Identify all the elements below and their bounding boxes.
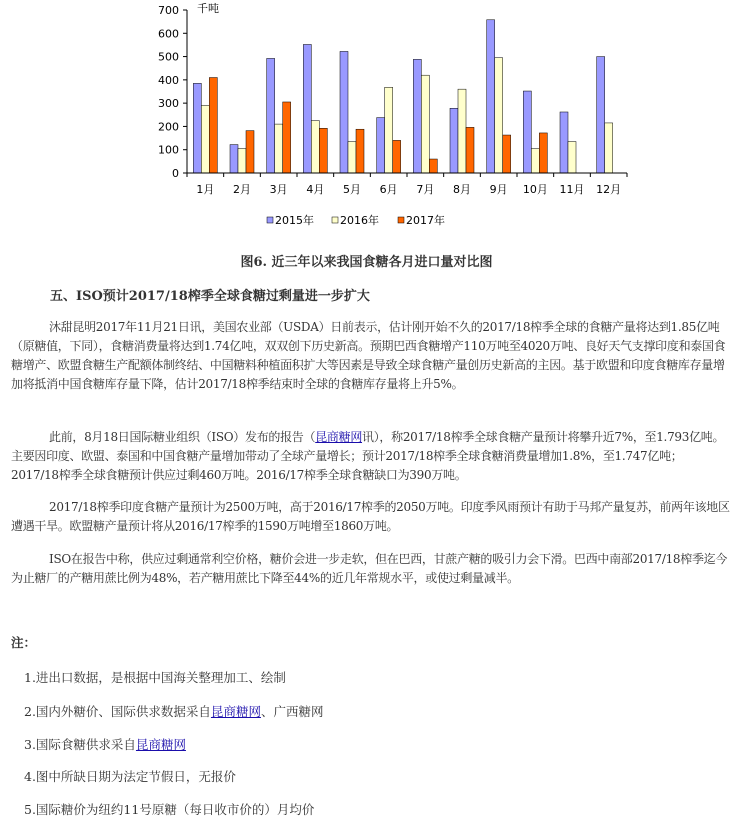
y-axis bbox=[158, 4, 187, 180]
x-tick-label: 12月 bbox=[596, 183, 622, 196]
bar-2015年 bbox=[413, 59, 421, 173]
bar-2017年 bbox=[466, 127, 474, 173]
legend-swatch bbox=[332, 217, 338, 223]
x-tick-label: 8月 bbox=[453, 183, 471, 196]
legend-swatch bbox=[267, 217, 273, 223]
bar-2017年 bbox=[429, 159, 437, 173]
bar-2016年 bbox=[275, 124, 283, 173]
y-tick-label: 600 bbox=[158, 27, 179, 41]
y-tick-label: 500 bbox=[158, 50, 179, 64]
paragraph-4: ISO在报告中称，供应过剩通常利空价格，糖价会进一步走软，但在巴西，甘蔗产糖的吸引力会下滑。巴西中南部2017/18榨季迄今为止糖厂的产糖用蔗比例为48%，若产糖用蔗比下降至44%的近几年常规水平，或使过剩量减半。 bbox=[11, 552, 728, 585]
note-2-text-b: 、广西糖网 bbox=[260, 704, 324, 719]
bar-2015年 bbox=[487, 20, 495, 173]
bar-2017年 bbox=[209, 78, 217, 173]
bar-2017年 bbox=[393, 140, 401, 173]
bar-2015年 bbox=[450, 108, 458, 173]
bar-2015年 bbox=[303, 44, 311, 173]
paragraph-2-text-b: 讯），称2017/18榨季全球食糖产量预计将攀升近7%，至1.793亿吨。主要因印度、欧盟、泰国和中国食糖产量增加带动了全球产量增长；预计2017/18榨季全球食糖消费量增加1.8%，至1.747亿吨； 2017/18榨季全球食糖预计供应过剩460万吨。2016/17榨季全球食糖缺口为390万吨。 bbox=[11, 430, 725, 482]
y-tick-label: 100 bbox=[158, 143, 179, 157]
figure-caption: 图6. 近三年以来我国食糖各月进口量对比图 bbox=[240, 255, 493, 270]
bar-2016年 bbox=[531, 149, 539, 173]
bar-2015年 bbox=[267, 58, 275, 173]
x-tick-label: 9月 bbox=[489, 183, 508, 196]
paragraph-2 bbox=[11, 428, 731, 485]
notes-title: 注： bbox=[11, 635, 37, 650]
y-tick-label: 200 bbox=[158, 120, 179, 134]
bar-2016年 bbox=[495, 58, 503, 173]
bar-2016年 bbox=[458, 89, 466, 173]
bar-2015年 bbox=[597, 57, 605, 173]
bar-2017年 bbox=[356, 129, 364, 173]
paragraph-3: 2017/18榨季印度食糖产量预计为2500万吨，高于2016/17榨季的2050万吨。印度季风雨预计有助于马邦产量复苏，前两年该地区遭遇干旱。欧盟糖产量预计将从2016/17榨季的1590万吨增至1860万吨。 bbox=[11, 500, 730, 533]
legend-label: 2017年 bbox=[406, 214, 445, 227]
x-axis bbox=[187, 173, 627, 196]
note-3-text: 3.国际食糖供求采自 bbox=[24, 737, 136, 752]
legend-label: 2016年 bbox=[340, 214, 379, 227]
legend-label: 2015年 bbox=[275, 214, 314, 227]
note-3 bbox=[24, 735, 186, 753]
bar-2016年 bbox=[568, 142, 576, 173]
note-2-link[interactable]: 昆商糖网 bbox=[210, 704, 261, 719]
paragraph-2-text-a: 此前，8月18日国际糖业组织（ISO）发布的报告（ bbox=[49, 430, 316, 444]
bar-2015年 bbox=[340, 51, 348, 173]
paragraph-1: 沐甜昆明2017年11月21日讯，美国农业部（USDA）日前表示，估计刚开始不久的2017/18榨季全球的食糖产量将达到1.85亿吨（原糖值，下同），食糖消费量将达到1.74亿吨，双双创下历史新高。预期巴西食糖增产110万吨至4020万吨、良好天气支撑印度和泰国食糖增产、欧盟食糖生产配额体制终结、中国糖料种植面积扩大等因素是导致全球食糖产量创历史新高的主因。基于欧盟和印度食糖库存量增加将抵消中国食糖库存量下降，估计2017/18榨季结束时全球的食糖库存量将上升5%。 bbox=[11, 320, 726, 391]
bar-2016年 bbox=[311, 121, 319, 173]
x-tick-label: 4月 bbox=[306, 183, 325, 196]
x-tick-label: 10月 bbox=[522, 183, 548, 196]
note-2 bbox=[24, 702, 323, 720]
x-tick-label: 6月 bbox=[379, 183, 398, 196]
bar-2017年 bbox=[283, 102, 291, 173]
bar-2015年 bbox=[523, 91, 531, 173]
y-tick-label: 700 bbox=[158, 4, 179, 17]
bar-2016年 bbox=[605, 123, 613, 173]
x-tick-label: 5月 bbox=[343, 183, 361, 196]
legend-swatch bbox=[398, 217, 404, 223]
x-tick-label: 11月 bbox=[559, 183, 585, 196]
bar-2017年 bbox=[503, 135, 511, 173]
bar-2015年 bbox=[230, 145, 238, 173]
monthly-import-chart bbox=[0, 0, 733, 245]
kunshang-sugar-link[interactable]: 昆商糖网 bbox=[315, 430, 363, 444]
x-tick-label: 2月 bbox=[233, 183, 251, 196]
bar-2015年 bbox=[193, 83, 201, 173]
section-heading: 五、ISO预计2017/18榨季全球食糖过剩量进一步扩大 bbox=[50, 289, 370, 304]
bar-2016年 bbox=[421, 75, 429, 173]
x-tick-label: 7月 bbox=[416, 183, 435, 196]
note-1: 1.进出口数据，是根据中国海关整理加工、绘制 bbox=[24, 670, 286, 685]
bar-2017年 bbox=[539, 133, 547, 173]
y-tick-label: 400 bbox=[158, 73, 179, 87]
bar-2017年 bbox=[319, 128, 327, 173]
y-tick-label: 300 bbox=[158, 97, 179, 111]
note-3-link[interactable]: 昆商糖网 bbox=[135, 737, 186, 752]
note-4: 4.图中所缺日期为法定节假日，无报价 bbox=[24, 769, 236, 784]
y-tick-label: 0 bbox=[172, 167, 179, 180]
bar-2016年 bbox=[201, 105, 209, 173]
bars bbox=[193, 20, 612, 173]
note-2-text-a: 2.国内外糖价、国际供求数据采自 bbox=[24, 704, 211, 719]
x-tick-label: 3月 bbox=[269, 183, 288, 196]
bar-2016年 bbox=[385, 87, 393, 173]
bar-2017年 bbox=[246, 131, 254, 173]
bar-2016年 bbox=[238, 149, 246, 173]
unit-label: 千吨 bbox=[197, 2, 219, 15]
legend bbox=[267, 213, 445, 227]
bar-2015年 bbox=[377, 118, 385, 173]
note-5: 5.国际糖价为纽约11号原糖（每日收市价的）月均价 bbox=[24, 802, 315, 817]
bar-2015年 bbox=[560, 112, 568, 173]
bar-2016年 bbox=[348, 142, 356, 173]
x-tick-label: 1月 bbox=[196, 183, 215, 196]
